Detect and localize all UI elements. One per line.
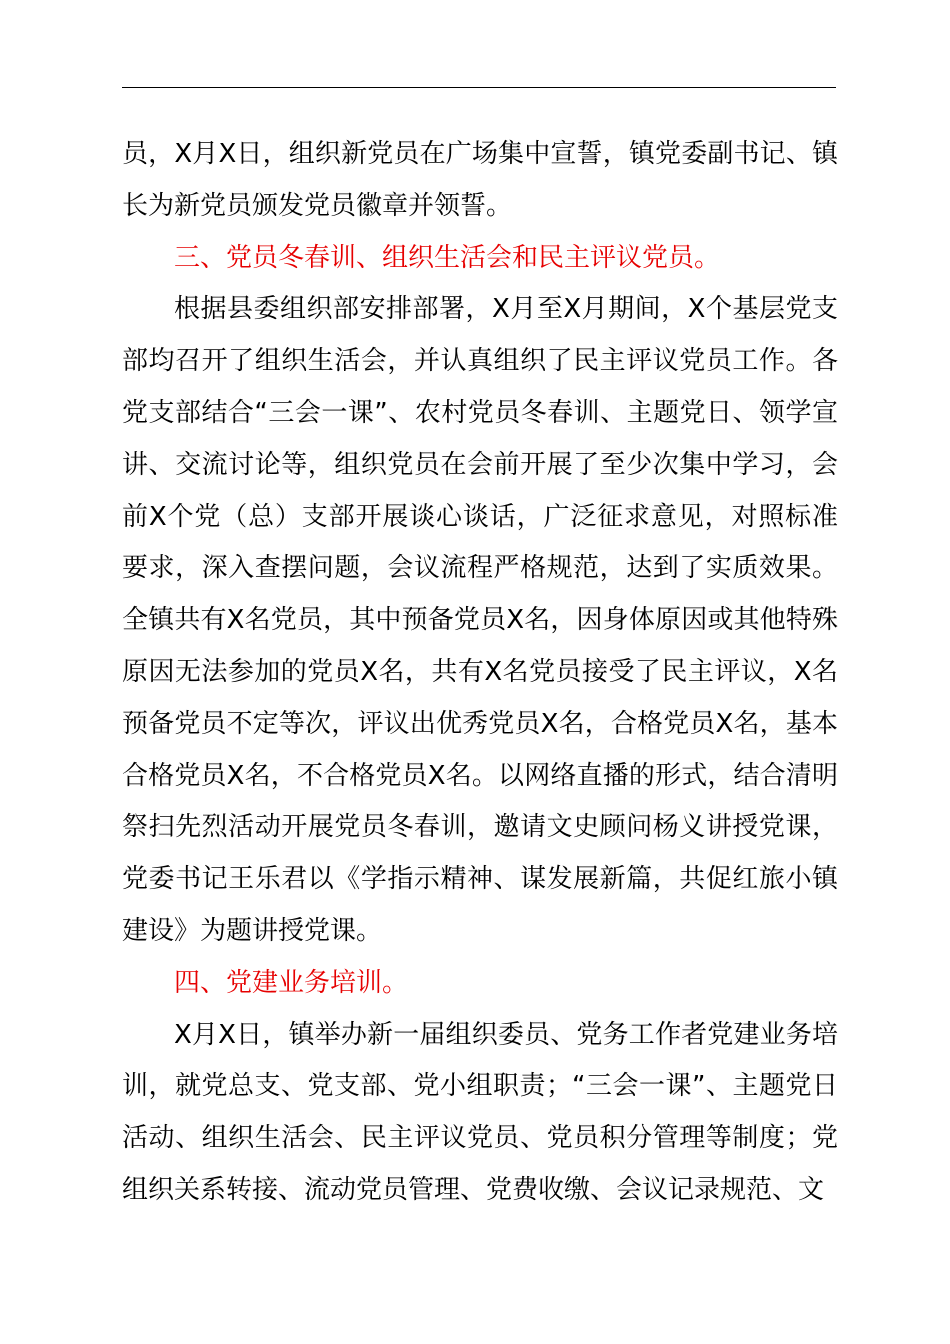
section-heading-4: 四、党建业务培训。: [174, 967, 409, 998]
header-rule: [122, 87, 836, 88]
paragraph-section-4: X月X日，镇举办新一届组织委员、党务工作者党建业务培训，就党总支、党支部、党小组职责；“三会一课”、主题党日活动、组织生活会、民主评议党员、党员积分管理等制度；党组织关系转接、流动党员管理、党费收缴、会议记录规范、文: [122, 1019, 838, 1205]
section-heading-3: 三、党员冬春训、组织生活会和民主评议党员。: [174, 242, 721, 273]
document-body: [122, 129, 838, 1217]
paragraph-continuation: 员，X月X日，组织新党员在广场集中宣誓，镇党委副书记、镇长为新党员颁发党员徽章并领誓。: [122, 139, 838, 221]
paragraph-section-3: 根据县委组织部安排部署，X月至X月期间，X个基层党支部均召开了组织生活会，并认真组织了民主评议党员工作。各党支部结合“三会一课”、农村党员冬春训、主题党日、领学宣讲、交流讨论等，组织党员在会前开展了至少次集中学习，会前X个党（总）支部开展谈心谈话，广泛征求意见，对照标准要求，深入查摆问题，会议流程严格规范，达到了实质效果。全镇共有X名党员，其中预备党员X名，因身体原因或其他特殊原因无法参加的党员X名，共有X名党员接受了民主评议，X名预备党员不定等次，评议出优秀党员X名，合格党员X名，基本合格党员X名，不合格党员X名。以网络直播的形式，结合清明祭扫先烈活动开展党员冬春训，邀请文史顾问杨义讲授党课，党委书记王乐君以《学指示精神、谋发展新篇，共促红旅小镇建设》为题讲授党课。: [122, 294, 838, 946]
